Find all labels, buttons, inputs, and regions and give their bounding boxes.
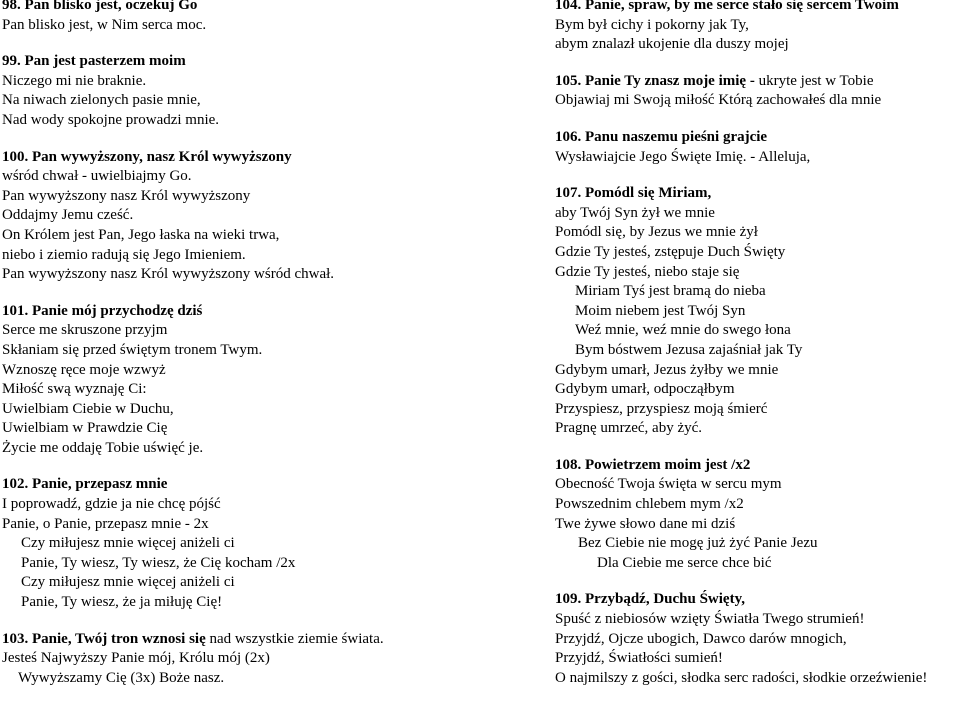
song-title [2,630,472,650]
lyric-line: Uwielbiam Ciebie w Duchu, [2,400,174,417]
lyric-line: Gdzie Ty jesteś, niebo staje się [555,263,740,280]
song-block [2,302,472,459]
song-title-rest: nad wszystkie ziemie świata. [205,630,384,647]
song-block [555,590,960,688]
song-title-text: Pomódl się Miriam, [585,185,712,202]
lyric-line: Gdzie Ty jesteś, zstępuje Duch Święty [555,243,786,260]
song-number: 99. [2,53,21,70]
song-title-text: Panie, Twój tron wznosi się [32,630,206,647]
song-number: 103. [2,630,29,647]
lyric-line: abym znalazł ukojenie dla duszy mojej [555,36,789,53]
lyric-line: Bez Ciebie nie mogę już żyć Panie Jezu [578,535,818,552]
song-title [555,184,960,204]
song-number: 104. [555,0,582,13]
lyric-line: wśród chwał - uwielbiajmy Go. [2,168,192,185]
lyric-line: O najmilszy z gości, słodka serc radości, słodkie orzeźwienie! [555,669,928,686]
song-title [555,72,960,92]
lyric-line: Przyjdź, Ojcze ubogich, Dawco darów mnogich, [555,630,847,647]
lyric-line: Weź mnie, weź mnie do swego łona [575,322,791,339]
song-block [2,148,472,285]
song-title-text: Panie, spraw, by me serce stało się sercem Twoim [585,0,899,13]
lyric-line: Panie, o Panie, przepasz mnie - 2x [2,515,209,532]
lyric-line: Moim niebem jest Twój Syn [575,302,746,319]
song-title [555,128,960,148]
song-title [2,52,472,72]
song-block [2,52,472,130]
lyric-line: Czy miłujesz mnie więcej aniżeli ci [21,574,235,591]
lyric-line: Twe żywe słowo dane mi dziś [555,515,736,532]
song-title-text: Panie Ty znasz moje imię - [585,72,755,89]
right-column [555,0,960,705]
song-block [555,128,960,167]
song-block [2,0,472,35]
lyric-line: Obecność Twoja święta w sercu mym [555,476,782,493]
song-block [555,184,960,439]
lyric-line: Przyjdź, Światłości sumień! [555,650,723,667]
lyric-line: Dla Ciebie me serce chce bić [597,554,772,571]
lyric-line: aby Twój Syn żył we mnie [555,204,715,221]
song-title [555,0,960,16]
song-title-rest: ukryte jest w Tobie [754,72,874,89]
left-column [2,0,472,705]
song-block [2,630,472,689]
lyric-line: Powszednim chlebem mym /x2 [555,496,744,513]
song-title [2,475,472,495]
lyric-line: Pomódl się, by Jezus we mnie żył [555,224,758,241]
song-title-text: Panie, przepasz mnie [32,476,168,493]
lyric-line: I poprowadź, gdzie ja nie chcę pójść [2,496,221,513]
lyric-line: Bym był cichy i pokorny jak Ty, [555,16,749,33]
song-number: 102. [2,476,29,493]
song-block [2,475,472,612]
song-number: 105. [555,72,582,89]
song-title [555,590,960,610]
song-title [2,302,472,322]
lyric-line: Gdybym umarł, odpocząłbym [555,381,735,398]
song-title-text: Przybądź, Duchu Święty, [585,591,746,608]
lyric-line: Pan blisko jest, w Nim serca moc. [2,16,207,33]
lyric-line: Spuść z niebiosów wzięty Światła Twego strumień! [555,611,865,628]
song-title [555,456,960,476]
lyric-line: Wznoszę ręce moje wzwyż [2,361,166,378]
lyric-line: Życie me oddaję Tobie uświęć je. [2,439,204,456]
song-number: 101. [2,302,29,319]
song-number: 100. [2,148,29,165]
lyric-line: Przyspiesz, przyspiesz moją śmierć [555,400,768,417]
song-number: 107. [555,185,582,202]
song-block [555,72,960,111]
lyric-line: Miriam Tyś jest bramą do nieba [575,283,766,300]
lyric-line: Panie, Ty wiesz, Ty wiesz, że Cię kocham /2x [21,554,296,571]
lyric-line: Miłość swą wyznaję Ci: [2,381,147,398]
song-title-text: Pan jest pasterzem moim [24,53,186,70]
lyric-line: Czy miłujesz mnie więcej aniżeli ci [21,535,235,552]
song-title [2,0,472,16]
lyric-line: Serce me skruszone przyjm [2,322,168,339]
lyric-line: Wywyższamy Cię (3x) Boże nasz. [18,669,225,686]
lyric-line: Gdybym umarł, Jezus żyłby we mnie [555,361,779,378]
lyric-line: Skłaniam się przed świętym tronem Twym. [2,341,263,358]
song-title [2,148,472,168]
lyric-line: Oddajmy Jemu cześć. [2,207,134,224]
lyric-line: Uwielbiam w Prawdzie Cię [2,420,168,437]
lyric-line: Pan wywyższony nasz Król wywyższony [2,187,251,204]
song-block [555,0,960,55]
song-block [555,456,960,574]
lyric-line: Na niwach zielonych pasie mnie, [2,92,201,109]
lyric-line: Jesteś Najwyższy Panie mój, Królu mój (2x) [2,650,270,667]
lyric-line: Bym bóstwem Jezusa zajaśniał jak Ty [575,341,803,358]
song-title-text: Panu naszemu pieśni grajcie [585,128,768,145]
lyric-line: Pragnę umrzeć, aby żyć. [555,420,703,437]
lyric-line: Nad wody spokojne prowadzi mnie. [2,111,220,128]
song-number: 106. [555,128,582,145]
song-title-text: Powietrzem moim jest /x2 [585,456,751,473]
lyric-line: niebo i ziemio radują się Jego Imieniem. [2,246,246,263]
lyric-line: Wysławiajcie Jego Święte Imię. - Alleluja, [555,148,811,165]
song-number: 109. [555,591,582,608]
song-title-text: Panie mój przychodzę dziś [32,302,203,319]
song-title-text: Pan blisko jest, oczekuj Go [24,0,198,13]
song-number: 98. [2,0,21,13]
lyric-line: Objawiaj mi Swoją miłość Którą zachowałeś dla mnie [555,92,882,109]
song-title-text: Pan wywyższony, nasz Król wywyższony [32,148,292,165]
lyric-line: Pan wywyższony nasz Król wywyższony wśród chwał. [2,266,335,283]
song-number: 108. [555,456,582,473]
lyric-line: On Królem jest Pan, Jego łaska na wieki trwa, [2,226,280,243]
lyric-line: Panie, Ty wiesz, że ja miłuję Cię! [21,594,223,611]
lyric-line: Niczego mi nie braknie. [2,72,147,89]
